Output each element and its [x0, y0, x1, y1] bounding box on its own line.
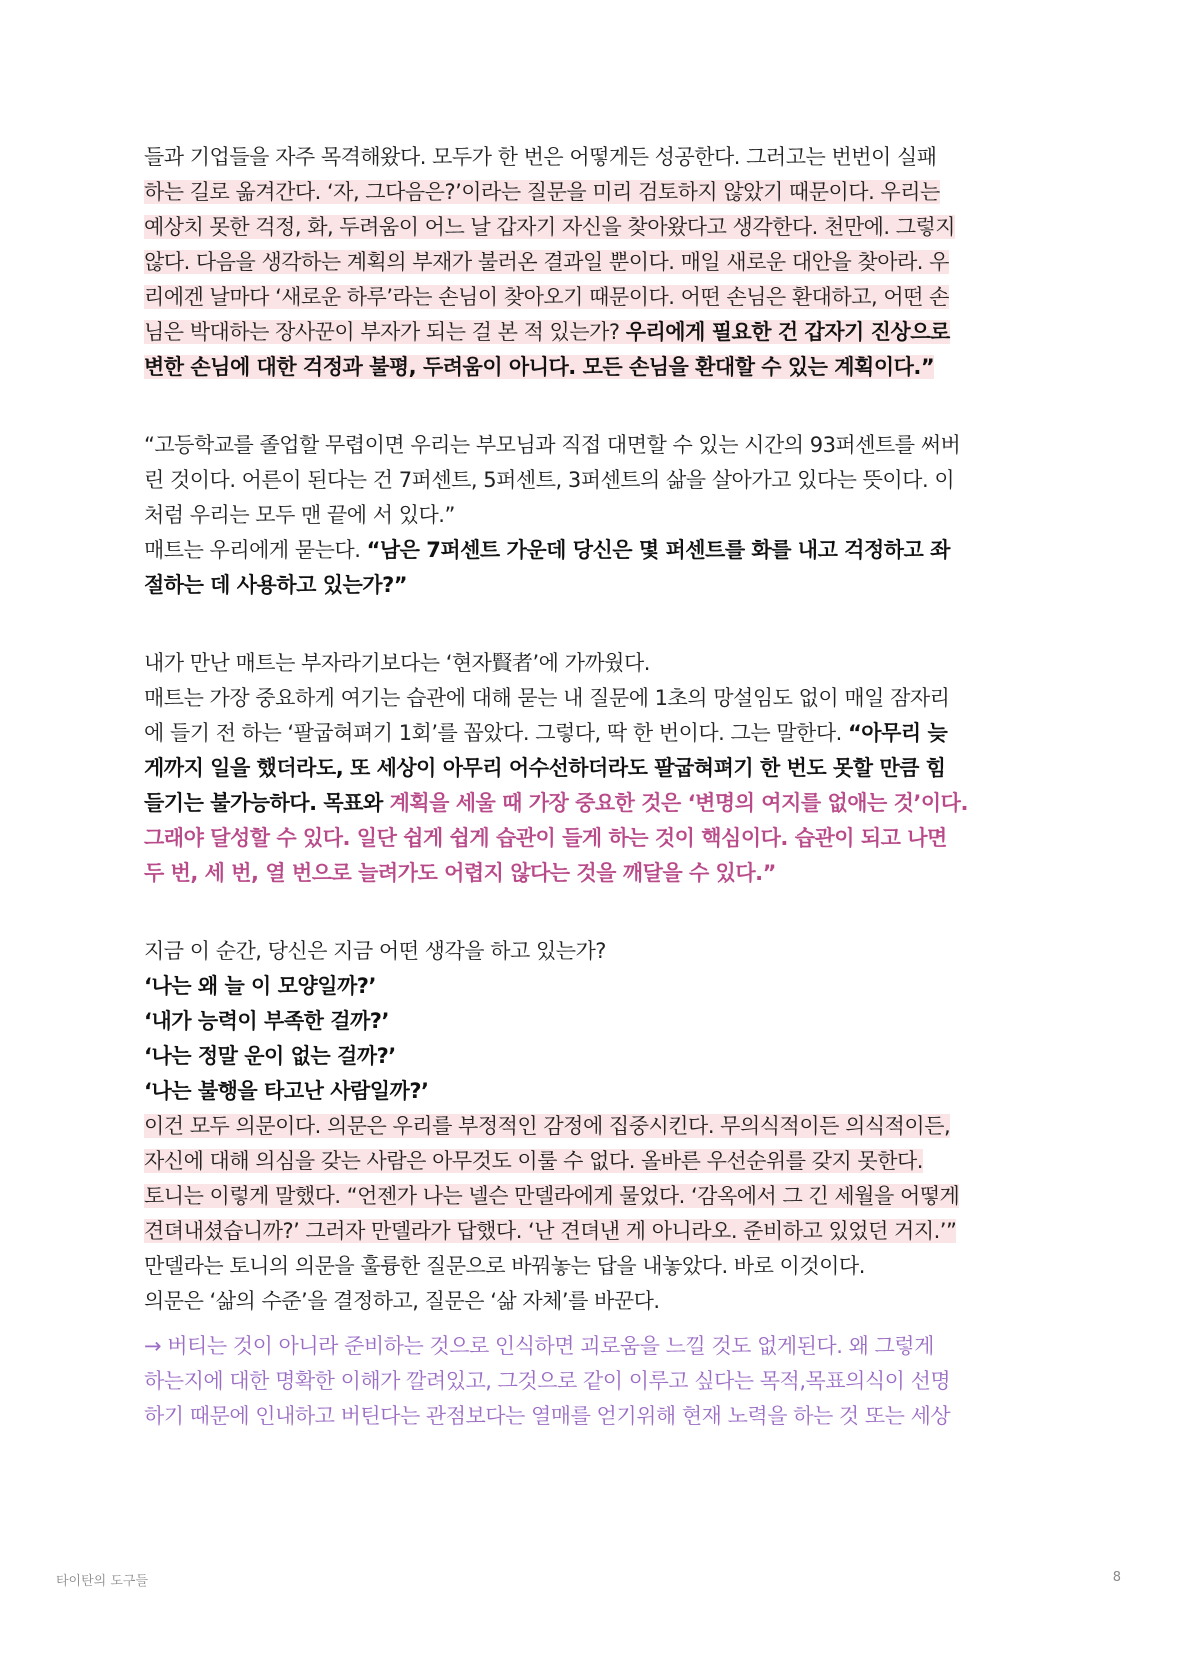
paragraph-section-1 — [144, 140, 1044, 385]
text-line — [144, 463, 1044, 498]
highlighted-text: 님은 박대하는 장사꾼이 부자가 되는 걸 본 적 있는가? — [144, 320, 626, 344]
text-line — [144, 568, 1044, 603]
text-line — [144, 716, 1044, 751]
highlighted-text: 견뎌내셨습니까?’ 그러자 만델라가 답했다. ‘난 견뎌낸 게 아니라오. 준비하고 있었던 거지.’” — [144, 1219, 957, 1243]
highlighted-text: 리에겐 날마다 ‘새로운 하루’라는 손님이 찾아오기 때문이다. 어떤 손님은 환대하고, 어떤 손 — [144, 285, 949, 309]
paragraph-section-3 — [144, 646, 1044, 891]
text-line — [144, 498, 1044, 533]
reader-note — [144, 1329, 1044, 1434]
text-line — [144, 856, 1044, 891]
text-span: 내가 만난 매트는 부자라기보다는 ‘현자賢者’에 가까웠다. — [144, 651, 650, 675]
text-line — [144, 350, 1044, 385]
text-line — [144, 175, 1044, 210]
text-line — [144, 280, 1044, 315]
question-line — [144, 1004, 1044, 1039]
text-line — [144, 786, 1044, 821]
bold-text: “아무리 늦 — [847, 721, 948, 745]
bold-question: ‘나는 정말 운이 없는 걸까?’ — [144, 1044, 396, 1068]
text-line — [144, 1284, 1044, 1319]
highlighted-text: 예상치 못한 걱정, 화, 두려움이 어느 날 갑자기 자신을 찾아왔다고 생각한다. 천만에. 그렇지 — [144, 215, 956, 239]
text-span: 처럼 우리는 모두 맨 끝에 서 있다.” — [144, 503, 455, 527]
text-line — [144, 1109, 1044, 1144]
paragraph-section-2 — [144, 428, 1044, 603]
highlighted-text: 하는 길로 옮겨간다. ‘자, 그다음은?’이라는 질문을 미리 검토하지 않았기 때문이다. 우리는 — [144, 180, 940, 204]
text-span: 들과 기업들을 자주 목격해왔다. 모두가 한 번은 어떻게든 성공한다. 그러고는 번번이 실패 — [144, 145, 937, 169]
paragraph-gap — [144, 385, 1044, 428]
text-line — [144, 210, 1044, 245]
pink-emphasis-text: 두 번, 세 번, 열 번으로 늘려가도 어렵지 않다는 것을 깨달을 수 있다.” — [144, 861, 776, 885]
paragraph-section-4 — [144, 934, 1044, 1319]
text-line — [144, 315, 1044, 350]
note-line — [144, 1364, 1044, 1399]
bold-text: 들기는 불가능하다. 목표와 — [144, 791, 390, 815]
text-span: “고등학교를 졸업할 무렵이면 우리는 부모님과 직접 대면할 수 있는 시간의 93퍼센트를 써버 — [144, 433, 961, 457]
footer-page-number: 8 — [1112, 1570, 1121, 1585]
paragraph-gap — [144, 891, 1044, 934]
text-line — [144, 1144, 1044, 1179]
bold-question: ‘나는 불행을 타고난 사람일까?’ — [144, 1079, 429, 1103]
question-line — [144, 1074, 1044, 1109]
note-text: 하기 때문에 인내하고 버틴다는 관점보다는 열매를 얻기위해 현재 노력을 하는 것 또는 세상 — [144, 1404, 951, 1428]
text-span: 에 들기 전 하는 ‘팔굽혀펴기 1회’를 꼽았다. 그렇다, 딱 한 번이다. 그는 말한다. — [144, 721, 848, 745]
text-line — [144, 934, 1044, 969]
text-line — [144, 821, 1044, 856]
footer-book-title: 타이탄의 도구들 — [56, 1574, 149, 1589]
question-line — [144, 969, 1044, 1004]
bold-text: “남은 7퍼센트 가운데 당신은 몇 퍼센트를 화를 내고 걱정하고 좌 — [366, 538, 950, 562]
highlighted-text: 자신에 대해 의심을 갖는 사람은 아무것도 이룰 수 없다. 올바른 우선순위를 갖지 못한다. — [144, 1149, 923, 1173]
text-line — [144, 681, 1044, 716]
note-text: 하는지에 대한 명확한 이해가 깔려있고, 그것으로 같이 이루고 싶다는 목적,목표의식이 선명 — [144, 1369, 951, 1393]
text-line — [144, 646, 1044, 681]
highlighted-text: 않다. 다음을 생각하는 계획의 부재가 불러온 결과일 뿐이다. 매일 새로운 대안을 찾아라. 우 — [144, 250, 949, 274]
text-line — [144, 428, 1044, 463]
highlighted-text: 이건 모두 의문이다. 의문은 우리를 부정적인 감정에 집중시킨다. 무의식적이든 의식적이든, — [144, 1114, 951, 1138]
note-line — [144, 1399, 1044, 1434]
text-span: 의문은 ‘삶의 수준’을 결정하고, 질문은 ‘삶 자체’를 바꾼다. — [144, 1289, 660, 1313]
note-text: → 버티는 것이 아니라 준비하는 것으로 인식하면 괴로움을 느낄 것도 없게된다. 왜 그렇게 — [144, 1334, 934, 1358]
text-line — [144, 1249, 1044, 1284]
text-line — [144, 533, 1044, 568]
page-content — [144, 140, 1044, 1434]
highlighted-text: 토니는 이렇게 말했다. “언젠가 나는 넬슨 만델라에게 물었다. ‘감옥에서 그 긴 세월을 어떻게 — [144, 1184, 960, 1208]
bold-question: ‘나는 왜 늘 이 모양일까?’ — [144, 974, 376, 998]
text-span: 린 것이다. 어른이 된다는 건 7퍼센트, 5퍼센트, 3퍼센트의 삶을 살아가고 있다는 뜻이다. 이 — [144, 468, 955, 492]
highlighted-bold-text: 변한 손님에 대한 걱정과 불평, 두려움이 아니다. 모든 손님을 환대할 수 있는 계획이다.” — [144, 355, 935, 379]
bold-question: ‘내가 능력이 부족한 걸까?’ — [144, 1009, 389, 1033]
bold-text: 게까지 일을 했더라도, 또 세상이 아무리 어수선하더라도 팔굽혀펴기 한 번도 못할 만큼 힘 — [144, 756, 946, 780]
question-line — [144, 1039, 1044, 1074]
text-line — [144, 1179, 1044, 1214]
text-span: 지금 이 순간, 당신은 지금 어떤 생각을 하고 있는가? — [144, 939, 606, 963]
paragraph-gap — [144, 603, 1044, 646]
highlighted-bold-text: 우리에게 필요한 건 갑자기 진상으로 — [625, 320, 950, 344]
note-line — [144, 1329, 1044, 1364]
pink-emphasis-text: 계획을 세울 때 가장 중요한 것은 ‘변명의 여지를 없애는 것’이다. — [389, 791, 968, 815]
text-line — [144, 245, 1044, 280]
text-span: 매트는 가장 중요하게 여기는 습관에 대해 묻는 내 질문에 1초의 망설임도 없이 매일 잠자리 — [144, 686, 950, 710]
paragraph-gap — [144, 1319, 1044, 1329]
text-line — [144, 751, 1044, 786]
pink-emphasis-text: 그래야 달성할 수 있다. 일단 쉽게 쉽게 습관이 들게 하는 것이 핵심이다. 습관이 되고 나면 — [144, 826, 947, 850]
bold-text: 절하는 데 사용하고 있는가?” — [144, 573, 408, 597]
text-span: 만델라는 토니의 의문을 훌륭한 질문으로 바꿔놓는 답을 내놓았다. 바로 이것이다. — [144, 1254, 865, 1278]
text-line — [144, 140, 1044, 175]
text-line — [144, 1214, 1044, 1249]
text-span: 매트는 우리에게 묻는다. — [144, 538, 367, 562]
